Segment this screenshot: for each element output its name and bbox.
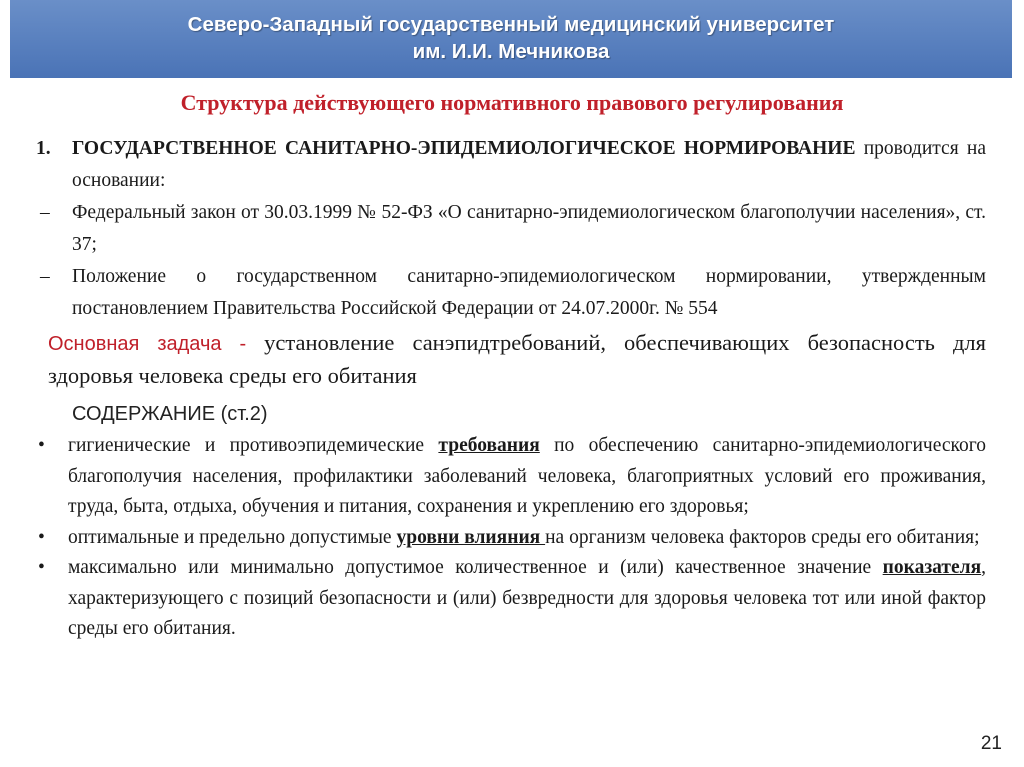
legal-basis-item bbox=[36, 261, 986, 325]
dash-marker: – bbox=[40, 266, 50, 287]
bullet-keyword: требования bbox=[438, 435, 540, 456]
bullet-text-before: максимально или минимально допустимое количественное и (или) качественное значение bbox=[68, 557, 883, 578]
bullet-text-before: оптимальные и предельно допустимые bbox=[68, 526, 397, 548]
slide-title: Структура действующего нормативного правового регулирования bbox=[180, 90, 844, 115]
bullet-marker: • bbox=[38, 557, 45, 578]
bullet-text-after: по обеспечению санитарно-эпидемиологического благополучия населения, профилактики заболеваний человека, благоприятных условий его проживания, труда, быта, отдыха, обучения и питания, сохранения и укреплению его здоровья; bbox=[68, 435, 986, 517]
section-1 bbox=[36, 133, 986, 197]
section-heading-rest: проводится на основании: bbox=[72, 138, 986, 191]
bullet-text-before: гигиенические и противоэпидемические bbox=[68, 435, 439, 456]
main-task-text: установление санэпидтребований, обеспечивающих безопасность для здоровья человека среды его обитания bbox=[48, 330, 987, 388]
section-heading: ГОСУДАРСТВЕННОЕ САНИТАРНО-ЭПИДЕМИОЛОГИЧЕСКОЕ НОРМИРОВАНИЕ bbox=[72, 138, 856, 159]
slide-header bbox=[10, 0, 1012, 78]
legal-basis-item bbox=[36, 197, 986, 261]
contents-bullet bbox=[36, 553, 986, 645]
main-task-label: Основная задача - bbox=[48, 333, 247, 355]
bullet-text-after: на организм человека факторов среды его обитания; bbox=[545, 526, 980, 548]
legal-basis-text: Федеральный закон от 30.03.1999 № 52-ФЗ «О санитарно-эпидемиологическом благополучии населения», ст. 37; bbox=[72, 202, 986, 255]
contents-bullet bbox=[36, 523, 986, 554]
dash-marker: – bbox=[40, 202, 50, 223]
bullet-keyword: уровни влияния bbox=[396, 526, 546, 548]
section-number: 1. bbox=[36, 138, 51, 159]
university-name: Северо-Западный государственный медицинский университет bbox=[187, 13, 835, 36]
bullet-keyword: показателя bbox=[882, 557, 982, 578]
university-honorific: им. И.И. Мечникова bbox=[412, 40, 610, 63]
contents-heading: СОДЕРЖАНИЕ (ст.2) bbox=[72, 403, 268, 425]
legal-basis-text: Положение о государственном санитарно-эпидемиологическом нормировании, утвержденным постановлением Правительства Российской Федерации от 24.07.2000г. № 554 bbox=[72, 266, 986, 319]
bullet-marker: • bbox=[38, 435, 45, 456]
page-number: 21 bbox=[980, 733, 1002, 754]
bullet-marker: • bbox=[38, 526, 45, 548]
bullet-text-after: , характеризующего с позиций безопасности и (или) безвредности для здоровья человека тот или иной фактор среды его обитания. bbox=[68, 557, 986, 639]
slide-body bbox=[36, 133, 986, 645]
main-task bbox=[36, 327, 986, 391]
contents-bullet bbox=[36, 431, 986, 523]
